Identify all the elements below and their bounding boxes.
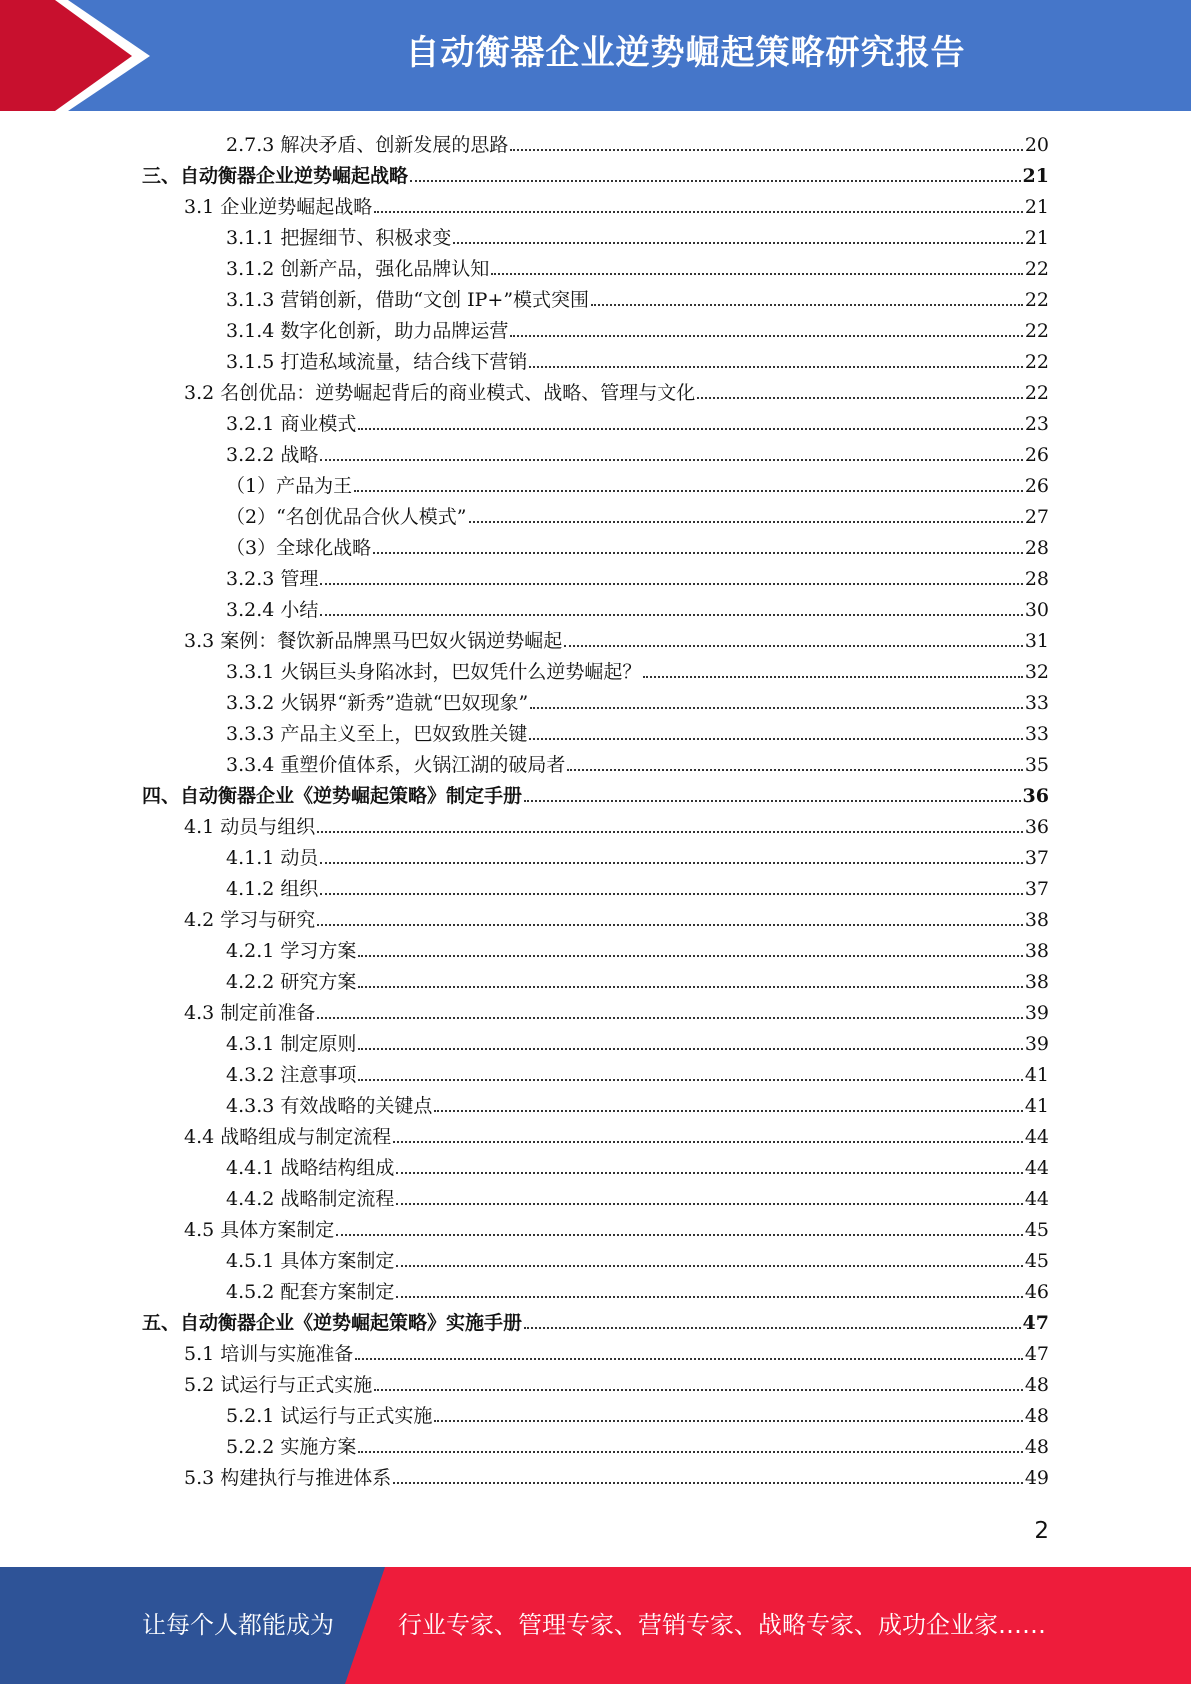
- leader-dots: [358, 1048, 1022, 1050]
- toc-entry[interactable]: 4.5 具体方案制定 45: [184, 1219, 1049, 1241]
- report-title: 自动衡器企业逆势崛起策略研究报告: [405, 33, 966, 73]
- leader-dots: [373, 552, 1023, 554]
- page-footer: [0, 1567, 1191, 1684]
- leader-dots: [358, 1451, 1022, 1453]
- leader-dots: [410, 180, 1021, 182]
- toc-entry[interactable]: 3.1.4 数字化创新，助力品牌运营 22: [226, 320, 1049, 342]
- toc-entry[interactable]: 5.2.2 实施方案 48: [226, 1436, 1049, 1458]
- toc-entry[interactable]: 4.4.2 战略制定流程 44: [226, 1188, 1049, 1210]
- leader-dots: [524, 1327, 1021, 1329]
- toc-entry[interactable]: 4.1.1 动员 37: [226, 847, 1049, 869]
- toc-entry[interactable]: 4.2.2 研究方案 38: [226, 971, 1049, 993]
- leader-dots: [358, 986, 1022, 988]
- toc-entry[interactable]: 3.2.2 战略 26: [226, 444, 1049, 466]
- toc-entry[interactable]: 4.3.2 注意事项 41: [226, 1064, 1049, 1086]
- toc-entry[interactable]: 5.1 培训与实施准备 47: [184, 1343, 1049, 1365]
- leader-dots: [358, 1079, 1022, 1081]
- toc-entry[interactable]: （3）全球化战略 28: [226, 537, 1049, 559]
- toc-entry[interactable]: 三、自动衡器企业逆势崛起战略 21: [142, 165, 1049, 187]
- toc-entry[interactable]: 5.2.1 试运行与正式实施 48: [226, 1405, 1049, 1427]
- page-number: 2: [1034, 1518, 1049, 1544]
- toc-entry[interactable]: 4.3 制定前准备 39: [184, 1002, 1049, 1024]
- leader-dots: [393, 1141, 1023, 1143]
- toc-entry[interactable]: （1）产品为王 26: [226, 475, 1049, 497]
- toc-entry[interactable]: 四、自动衡器企业《逆势崛起策略》制定手册 36: [142, 785, 1049, 807]
- toc-entry[interactable]: 3.3.4 重塑价值体系，火锅江湖的破局者 35: [226, 754, 1049, 776]
- leader-dots: [643, 676, 1022, 678]
- footer-tagline: 行业专家、管理专家、营销专家、战略专家、成功企业家……: [398, 1611, 1046, 1639]
- leader-dots: [317, 924, 1023, 926]
- leader-dots: [510, 149, 1022, 151]
- leader-dots: [320, 459, 1022, 461]
- leader-dots: [358, 955, 1022, 957]
- leader-dots: [374, 1389, 1023, 1391]
- footer-slogan: 让每个人都能成为: [142, 1611, 334, 1639]
- toc-entry[interactable]: 3.1.5 打造私域流量，结合线下营销 22: [226, 351, 1049, 373]
- leader-dots: [355, 1358, 1023, 1360]
- toc-entry[interactable]: 4.4.1 战略结构组成 44: [226, 1157, 1049, 1179]
- toc-entry[interactable]: 5.2 试运行与正式实施 48: [184, 1374, 1049, 1396]
- toc-entry[interactable]: 4.5.1 具体方案制定 45: [226, 1250, 1049, 1272]
- page-header: [0, 0, 1191, 111]
- toc-entry[interactable]: 4.2.1 学习方案 38: [226, 940, 1049, 962]
- toc-entry[interactable]: 3.3.2 火锅界“新秀”造就“巴奴现象” 33: [226, 692, 1049, 714]
- toc-entry[interactable]: 五、自动衡器企业《逆势崛起策略》实施手册 47: [142, 1312, 1049, 1334]
- toc-entry[interactable]: 4.5.2 配套方案制定 46: [226, 1281, 1049, 1303]
- leader-dots: [396, 1203, 1022, 1205]
- toc-entry[interactable]: 3.1.2 创新产品，强化品牌认知 22: [226, 258, 1049, 280]
- leader-dots: [564, 645, 1023, 647]
- leader-dots: [396, 1172, 1022, 1174]
- toc-entry[interactable]: 3.3.3 产品主义至上，巴奴致胜关键 33: [226, 723, 1049, 745]
- leader-dots: [530, 707, 1023, 709]
- toc-entry[interactable]: （2）“名创优品合伙人模式” 27: [226, 506, 1049, 528]
- leader-dots: [320, 583, 1022, 585]
- leader-dots: [697, 397, 1023, 399]
- leader-dots: [396, 1296, 1022, 1298]
- leader-dots: [320, 893, 1022, 895]
- leader-dots: [396, 1265, 1022, 1267]
- toc-entry[interactable]: 3.1 企业逆势崛起战略 21: [184, 196, 1049, 218]
- toc-entry[interactable]: 3.3 案例：餐饮新品牌黑马巴奴火锅逆势崛起 31: [184, 630, 1049, 652]
- leader-dots: [434, 1110, 1022, 1112]
- leader-dots: [529, 738, 1022, 740]
- toc-entry[interactable]: 3.2.1 商业模式 23: [226, 413, 1049, 435]
- toc-entry[interactable]: 4.3.1 制定原则 39: [226, 1033, 1049, 1055]
- leader-dots: [567, 769, 1022, 771]
- toc-entry[interactable]: 3.2.3 管理 28: [226, 568, 1049, 590]
- leader-dots: [510, 335, 1022, 337]
- toc-entry[interactable]: 2.7.3 解决矛盾、创新发展的思路 20: [226, 134, 1049, 156]
- toc-entry[interactable]: 3.2.4 小结 30: [226, 599, 1049, 621]
- leader-dots: [336, 1234, 1023, 1236]
- leader-dots: [317, 1017, 1023, 1019]
- leader-dots: [320, 614, 1022, 616]
- toc-entry[interactable]: 3.2 名创优品：逆势崛起背后的商业模式、战略、管理与文化 22: [184, 382, 1049, 404]
- leader-dots: [434, 1420, 1022, 1422]
- toc-entry[interactable]: 4.4 战略组成与制定流程 44: [184, 1126, 1049, 1148]
- leader-dots: [358, 428, 1022, 430]
- leader-dots: [317, 831, 1023, 833]
- toc-entry[interactable]: 4.1.2 组织 37: [226, 878, 1049, 900]
- leader-dots: [491, 273, 1022, 275]
- toc-entry[interactable]: 4.1 动员与组织 36: [184, 816, 1049, 838]
- leader-dots: [529, 366, 1022, 368]
- toc-entry[interactable]: 3.3.1 火锅巨头身陷冰封，巴奴凭什么逆势崛起？ 32: [226, 661, 1049, 683]
- toc-entry[interactable]: 3.1.1 把握细节、积极求变 21: [226, 227, 1049, 249]
- leader-dots: [320, 862, 1022, 864]
- leader-dots: [354, 490, 1023, 492]
- leader-dots: [524, 800, 1021, 802]
- leader-dots: [374, 211, 1023, 213]
- leader-dots: [591, 304, 1023, 306]
- leader-dots: [393, 1482, 1023, 1484]
- toc-entry[interactable]: 4.3.3 有效战略的关键点 41: [226, 1095, 1049, 1117]
- leader-dots: [453, 242, 1022, 244]
- leader-dots: [469, 521, 1023, 523]
- toc-entry[interactable]: 4.2 学习与研究 38: [184, 909, 1049, 931]
- toc-entry[interactable]: 5.3 构建执行与推进体系 49: [184, 1467, 1049, 1489]
- toc-entry[interactable]: 3.1.3 营销创新，借助“文创 IP+”模式突围 22: [226, 289, 1049, 311]
